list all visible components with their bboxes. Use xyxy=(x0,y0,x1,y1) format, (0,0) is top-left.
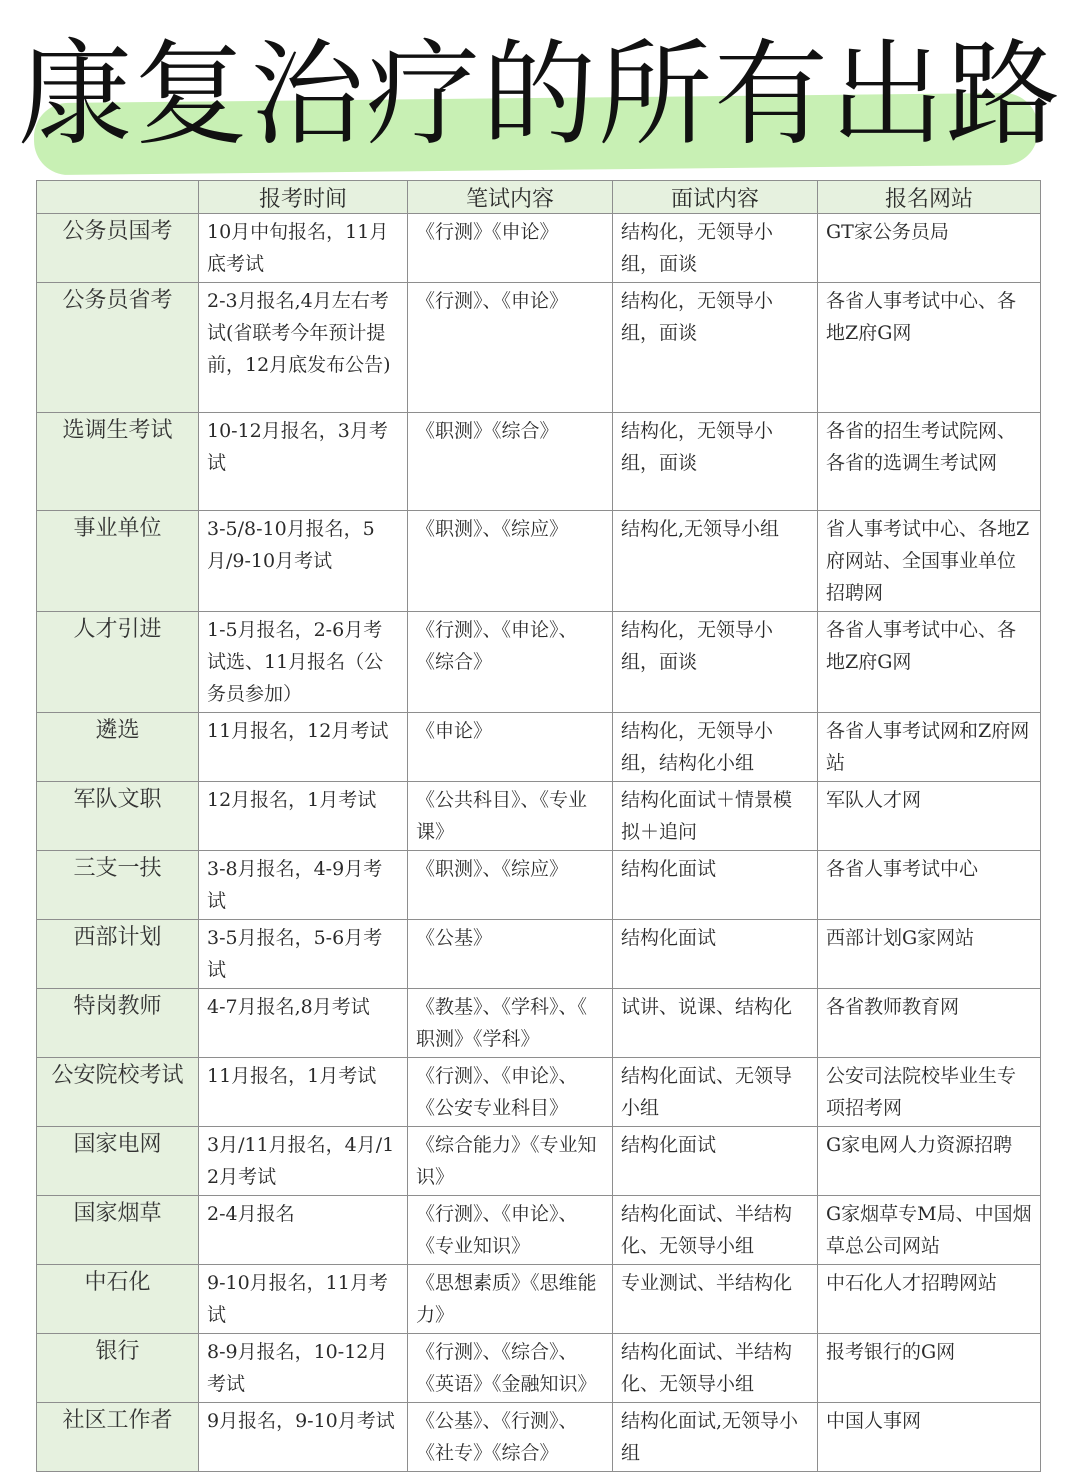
row-time: 9月报名，9-10月考试 xyxy=(199,1403,408,1472)
row-site: 各省的招生考试院网、各省的选调生考试网 xyxy=(818,413,1041,511)
row-interview: 结构化面试、半结构化、无领导小组 xyxy=(613,1334,818,1403)
row-site: 各省人事考试中心 xyxy=(818,851,1041,920)
row-category: 西部计划 xyxy=(37,920,199,989)
page-title: 康复治疗的所有出路 xyxy=(17,28,1062,161)
table-row xyxy=(37,511,1041,612)
row-time: 4-7月报名,8月考试 xyxy=(199,989,408,1058)
row-interview: 结构化,无领导小组 xyxy=(613,511,818,612)
row-time: 8-9月报名，10-12月考试 xyxy=(199,1334,408,1403)
header-interview: 面试内容 xyxy=(613,181,818,214)
row-written: 《综合能力》《专业知识》 xyxy=(408,1127,613,1196)
row-interview: 结构化面试 xyxy=(613,1127,818,1196)
row-time: 11月报名，1月考试 xyxy=(199,1058,408,1127)
row-written: 《公共科目》、《专业课》 xyxy=(408,782,613,851)
row-interview: 结构化面试＋情景模拟＋追问 xyxy=(613,782,818,851)
row-interview: 结构化，无领导小组，面谈 xyxy=(613,214,818,283)
row-interview: 结构化，无领导小组，面谈 xyxy=(613,612,818,713)
row-category: 遴选 xyxy=(37,713,199,782)
row-time: 2-3月报名,4月左右考试(省联考今年预计提前，12月底发布公告) xyxy=(199,283,408,413)
row-interview: 结构化面试 xyxy=(613,920,818,989)
row-category: 国家烟草 xyxy=(37,1196,199,1265)
table-row xyxy=(37,413,1041,511)
row-interview: 结构化，无领导小组，面谈 xyxy=(613,413,818,511)
header-row xyxy=(37,181,1041,214)
row-site: 省人事考试中心、各地Z府网站、全国事业单位招聘网 xyxy=(818,511,1041,612)
row-category: 社区工作者 xyxy=(37,1403,199,1472)
row-time: 3-5/8-10月报名，5月/9-10月考试 xyxy=(199,511,408,612)
row-category: 选调生考试 xyxy=(37,413,199,511)
row-written: 《职测》、《综应》 xyxy=(408,511,613,612)
row-interview: 结构化，无领导小组，结构化小组 xyxy=(613,713,818,782)
row-site: 各省人事考试中心、各地Z府G网 xyxy=(818,612,1041,713)
row-time: 2-4月报名 xyxy=(199,1196,408,1265)
row-site: GT家公务员局 xyxy=(818,214,1041,283)
row-category: 三支一扶 xyxy=(37,851,199,920)
table-row xyxy=(37,1265,1041,1334)
table-row xyxy=(37,920,1041,989)
row-time: 12月报名，1月考试 xyxy=(199,782,408,851)
row-written: 《行测》、《综合》、《英语》《金融知识》 xyxy=(408,1334,613,1403)
row-time: 3-8月报名，4-9月考试 xyxy=(199,851,408,920)
row-written: 《申论》 xyxy=(408,713,613,782)
row-category: 特岗教师 xyxy=(37,989,199,1058)
row-interview: 结构化面试,无领导小组 xyxy=(613,1403,818,1472)
header-written: 笔试内容 xyxy=(408,181,613,214)
row-written: 《思想素质》《思维能力》 xyxy=(408,1265,613,1334)
row-site: 中石化人才招聘网站 xyxy=(818,1265,1041,1334)
row-category: 人才引进 xyxy=(37,612,199,713)
row-written: 《行测》、《申论》、《公安专业科目》 xyxy=(408,1058,613,1127)
row-written: 《行测》、《申论》、《综合》 xyxy=(408,612,613,713)
table-row xyxy=(37,1196,1041,1265)
row-category: 公安院校考试 xyxy=(37,1058,199,1127)
row-site: 各省人事考试网和Z府网站 xyxy=(818,713,1041,782)
row-written: 《行测》《申论》 xyxy=(408,214,613,283)
row-site: 各省人事考试中心、各地Z府G网 xyxy=(818,283,1041,413)
row-written: 《行测》、《申论》、《专业知识》 xyxy=(408,1196,613,1265)
table-row xyxy=(37,989,1041,1058)
career-table xyxy=(36,180,1041,1472)
row-category: 军队文职 xyxy=(37,782,199,851)
table-row xyxy=(37,214,1041,283)
table-row xyxy=(37,851,1041,920)
row-time: 3-5月报名，5-6月考试 xyxy=(199,920,408,989)
row-time: 1-5月报名，2-6月考试选、11月报名（公务员参加） xyxy=(199,612,408,713)
row-interview: 结构化面试、无领导小组 xyxy=(613,1058,818,1127)
title-banner xyxy=(0,0,1080,178)
row-site: 各省教师教育网 xyxy=(818,989,1041,1058)
row-site: 中国人事网 xyxy=(818,1403,1041,1472)
row-time: 10-12月报名，3月考试 xyxy=(199,413,408,511)
row-category: 事业单位 xyxy=(37,511,199,612)
table-row xyxy=(37,1058,1041,1127)
row-written: 《行测》、《申论》 xyxy=(408,283,613,413)
row-time: 3月/11月报名，4月/12月考试 xyxy=(199,1127,408,1196)
row-category: 公务员国考 xyxy=(37,214,199,283)
row-written: 《教基》、《学科》、《 职测》《学科》 xyxy=(408,989,613,1058)
row-interview: 试讲、说课、结构化 xyxy=(613,989,818,1058)
table-row xyxy=(37,283,1041,413)
row-interview: 结构化，无领导小组，面谈 xyxy=(613,283,818,413)
row-site: G家电网人力资源招聘 xyxy=(818,1127,1041,1196)
table-row xyxy=(37,713,1041,782)
row-site: 报考银行的G网 xyxy=(818,1334,1041,1403)
table-row xyxy=(37,612,1041,713)
row-interview: 结构化面试、半结构化、无领导小组 xyxy=(613,1196,818,1265)
row-category: 银行 xyxy=(37,1334,199,1403)
row-written: 《公基》 xyxy=(408,920,613,989)
header-site: 报名网站 xyxy=(818,181,1041,214)
table-row xyxy=(37,782,1041,851)
table-row xyxy=(37,1334,1041,1403)
header-time: 报考时间 xyxy=(199,181,408,214)
row-site: G家烟草专M局、中国烟草总公司网站 xyxy=(818,1196,1041,1265)
row-site: 军队人才网 xyxy=(818,782,1041,851)
row-written: 《职测》、《综应》 xyxy=(408,851,613,920)
row-time: 10月中旬报名，11月底考试 xyxy=(199,214,408,283)
row-time: 11月报名，12月考试 xyxy=(199,713,408,782)
row-time: 9-10月报名，11月考试 xyxy=(199,1265,408,1334)
row-category: 中石化 xyxy=(37,1265,199,1334)
table-row xyxy=(37,1127,1041,1196)
row-category: 公务员省考 xyxy=(37,283,199,413)
row-site: 公安司法院校毕业生专项招考网 xyxy=(818,1058,1041,1127)
row-interview: 结构化面试 xyxy=(613,851,818,920)
row-written: 《公基》、《行测》、《社专》《综合》 xyxy=(408,1403,613,1472)
row-interview: 专业测试、半结构化 xyxy=(613,1265,818,1334)
table-row xyxy=(37,1403,1041,1472)
row-category: 国家电网 xyxy=(37,1127,199,1196)
header-category xyxy=(37,181,199,214)
row-written: 《职测》《综合》 xyxy=(408,413,613,511)
row-site: 西部计划G家网站 xyxy=(818,920,1041,989)
